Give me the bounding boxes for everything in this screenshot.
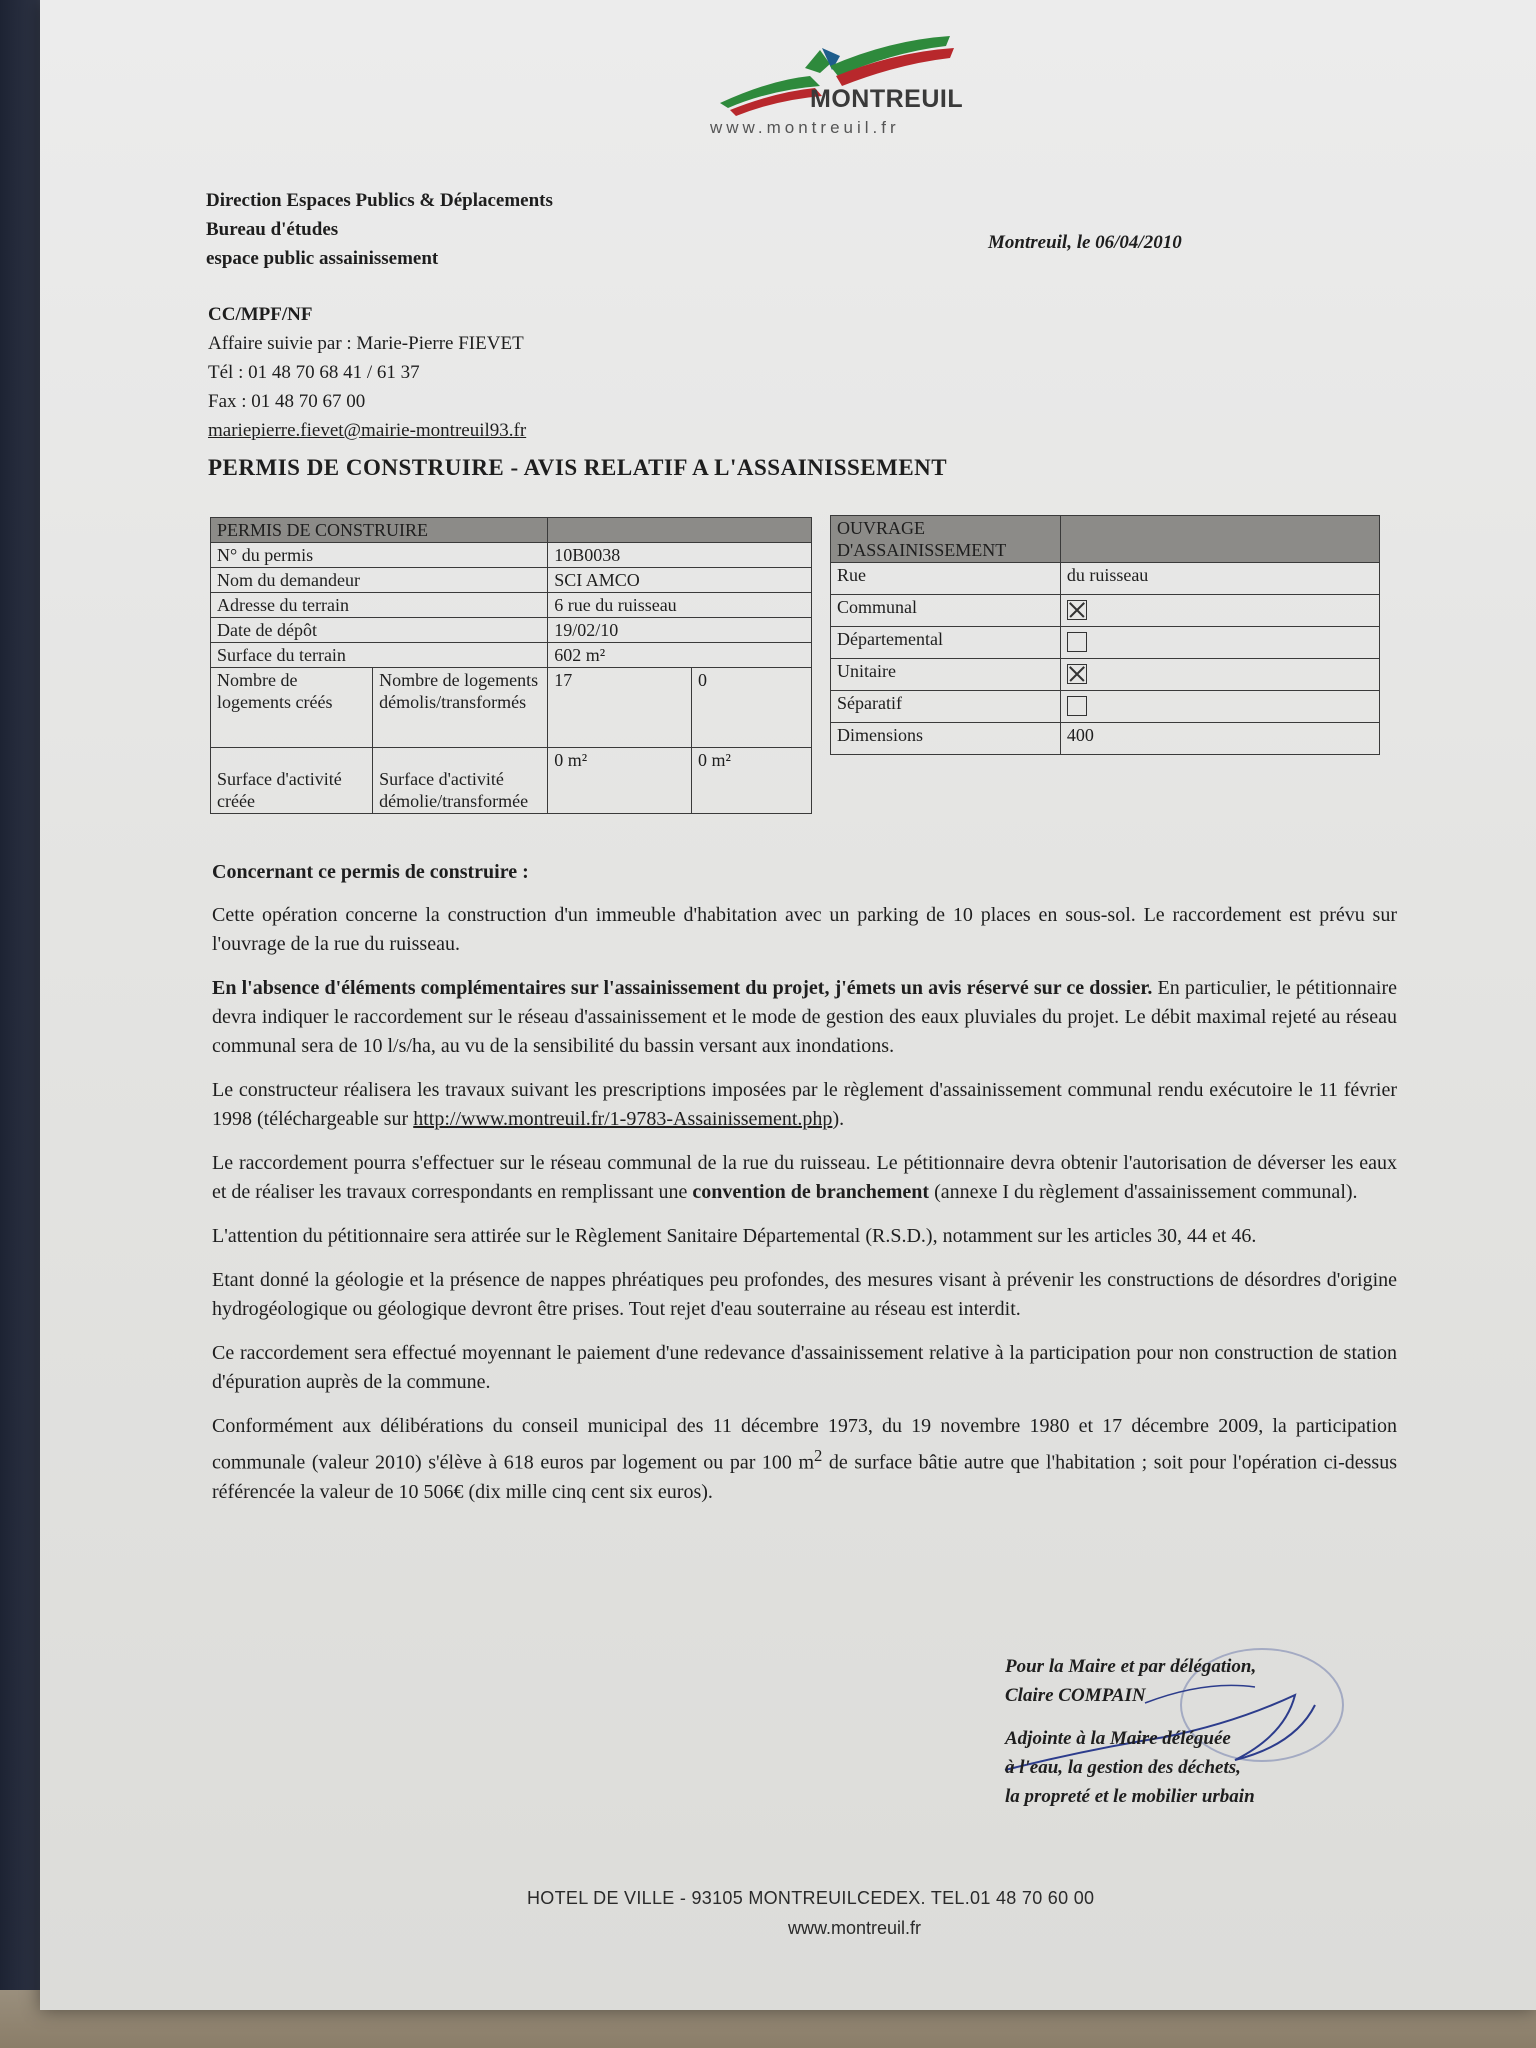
body-paragraph	[212, 1149, 1397, 1207]
permit-label: Nom du demandeur	[211, 568, 548, 593]
body-paragraph	[212, 1076, 1397, 1134]
paragraph-text: Le raccordement pourra s'effectuer sur le réseau communal de la rue du ruisseau. Le pétitionnaire devra obtenir l'autorisation de déverser les eaux et de réaliser les travaux correspondants en remplissant une	[212, 1152, 1397, 1203]
connection-agreement-text: convention de branchement	[692, 1181, 930, 1203]
street-value: du ruisseau	[1060, 563, 1379, 595]
option-cell	[1060, 595, 1379, 627]
permit-value: 19/02/10	[548, 618, 812, 643]
option-cell	[1060, 627, 1379, 659]
body-paragraph: L'attention du pétitionnaire sera attirée sur le Règlement Sanitaire Départemental (R.S.D.), notamment sur les articles 30, 44 et 46.	[212, 1225, 1257, 1247]
sender-line: Direction Espaces Publics & Déplacements	[206, 190, 553, 211]
housing-created-value: 17	[548, 668, 692, 748]
phone-number: Tél : 01 48 70 68 41 / 61 37	[208, 362, 420, 383]
body-paragraph: Cette opération concerne la construction d'un immeuble d'habitation avec un parking de 10 places en sous-sol. Le raccordement est prévu sur l'ouvrage de la rue du ruisseau.	[212, 904, 1397, 955]
fax-number: Fax : 01 48 70 67 00	[208, 391, 366, 412]
signature-line: Pour la Maire et par délégation,	[1005, 1656, 1257, 1677]
works-table-header-empty	[1060, 516, 1379, 563]
checked-box-icon	[1067, 600, 1087, 620]
sender-block	[206, 186, 553, 273]
signature-block	[1005, 1652, 1256, 1811]
signature-line: à l'eau, la gestion des déchets,	[1005, 1757, 1241, 1778]
sender-line: espace public assainissement	[206, 248, 439, 269]
option-cell	[1060, 691, 1379, 723]
body-paragraph	[212, 1412, 1397, 1507]
document-title: PERMIS DE CONSTRUIRE - AVIS RELATIF A L'ASSAINISSEMENT	[208, 455, 948, 480]
sender-line: Bureau d'études	[206, 219, 339, 240]
activity-demolished-value: 0 m²	[691, 748, 811, 814]
permit-label: N° du permis	[211, 543, 548, 568]
housing-demolished-label: Nombre de logements démolis/transformés	[373, 668, 548, 748]
body-paragraph: Ce raccordement sera effectué moyennant le paiement d'une redevance d'assainissement relative à la participation pour non construction de station d'épuration auprès de la commune.	[212, 1342, 1397, 1393]
option-label: Unitaire	[831, 659, 1061, 691]
sewer-works-table	[830, 515, 1380, 755]
works-header-line: D'ASSAINISSEMENT	[837, 540, 1007, 560]
case-handler: Affaire suivie par : Marie-Pierre FIEVET	[208, 333, 524, 354]
street-label: Rue	[831, 563, 1061, 595]
contact-block	[208, 300, 526, 445]
permit-value: SCI AMCO	[548, 568, 812, 593]
option-cell	[1060, 659, 1379, 691]
logo-url: www.montreuil.fr	[710, 118, 900, 137]
activity-created-label: Surface d'activité créée	[211, 748, 373, 814]
housing-demolished-value: 0	[691, 668, 811, 748]
option-label: Séparatif	[831, 691, 1061, 723]
body-paragraph: Etant donné la géologie et la présence de nappes phréatiques peu profondes, des mesures visant à prévenir les constructions de désordres d'origine hydrogéologique ou géologique devront être prises. Tout rejet d'eau souterraine au réseau est interdit.	[212, 1269, 1397, 1320]
body-paragraph	[212, 974, 1397, 1061]
dimensions-value: 400	[1060, 723, 1379, 755]
footer-url: www.montreuil.fr	[788, 1918, 922, 1938]
paragraph-text: ).	[832, 1108, 845, 1130]
permit-value: 10B0038	[548, 543, 812, 568]
paragraph-text: Conformément aux délibérations du conseil municipal des 11 décembre 1973, du 19 novembre 1980 et 17 décembre 2009, la participation communale (valeur 2010) s'élève à 618 euros par logement ou par 100 m	[212, 1415, 1397, 1474]
signature-line: la propreté et le mobilier urbain	[1005, 1786, 1255, 1807]
permit-label: Adresse du terrain	[211, 593, 548, 618]
email-link[interactable]: mariepierre.fievet@mairie-montreuil93.fr	[208, 420, 527, 441]
letter-date: Montreuil, le 06/04/2010	[988, 232, 1182, 253]
permit-label: Surface du terrain	[211, 643, 548, 668]
superscript: 2	[814, 1446, 823, 1465]
checked-box-icon	[1067, 664, 1087, 684]
permit-value: 6 rue du ruisseau	[548, 593, 812, 618]
permit-table-header: PERMIS DE CONSTRUIRE	[211, 518, 548, 543]
empty-box-icon	[1067, 696, 1087, 716]
logo-wordmark: MONTREUIL	[810, 85, 964, 113]
permit-table	[210, 517, 812, 814]
permit-table-header-empty	[548, 518, 812, 543]
signatory-name: Claire COMPAIN	[1005, 1685, 1146, 1706]
empty-box-icon	[1067, 632, 1087, 652]
letter-body	[212, 858, 1397, 1522]
dimensions-label: Dimensions	[831, 723, 1061, 755]
activity-created-value: 0 m²	[548, 748, 692, 814]
option-label: Départemental	[831, 627, 1061, 659]
regulation-link[interactable]: http://www.montreuil.fr/1-9783-Assainissement.php	[413, 1108, 833, 1130]
works-table-header	[831, 516, 1061, 563]
works-header-line: OUVRAGE	[837, 518, 925, 538]
option-label: Communal	[831, 595, 1061, 627]
paragraph-text: Le constructeur réalisera les travaux suivant les prescriptions imposées par le règlement d'assainissement communal rendu exécutoire le 11 février 1998 (téléchargeable sur	[212, 1079, 1397, 1130]
reference-code: CC/MPF/NF	[208, 304, 313, 325]
signature-line: Adjointe à la Maire déléguée	[1005, 1728, 1231, 1749]
permit-value: 602 m²	[548, 643, 812, 668]
permit-label: Date de dépôt	[211, 618, 548, 643]
footer-address: HOTEL DE VILLE - 93105 MONTREUILCEDEX. TEL.01 48 70 60 00	[527, 1888, 1095, 1908]
opinion-statement: En l'absence d'éléments complémentaires sur l'assainissement du projet, j'émets un avis réservé sur ce dossier.	[212, 977, 1153, 999]
housing-created-label: Nombre de logements créés	[211, 668, 373, 748]
paragraph-text: (annexe I du règlement d'assainissement communal).	[929, 1181, 1358, 1203]
paragraph-text: de surface bâtie autre que l'habitation ; soit pour l'opération ci-dessus référencée la valeur de 10 506€ (dix mille cinq cent six euros).	[212, 1451, 1398, 1503]
paragraph-text: En particulier, le pétitionnaire devra indiquer le raccordement sur le réseau d'assainissement et le mode de gestion des eaux pluviales du projet. Le débit maximal rejeté au réseau communal sera de 10 l/s/ha, au vu de la sensibilité du bassin versant aux inondations.	[212, 977, 1397, 1057]
body-heading: Concernant ce permis de construire :	[212, 861, 529, 883]
letter-page	[40, 0, 1536, 2010]
activity-demolished-label: Surface d'activité démolie/transformée	[373, 748, 548, 814]
